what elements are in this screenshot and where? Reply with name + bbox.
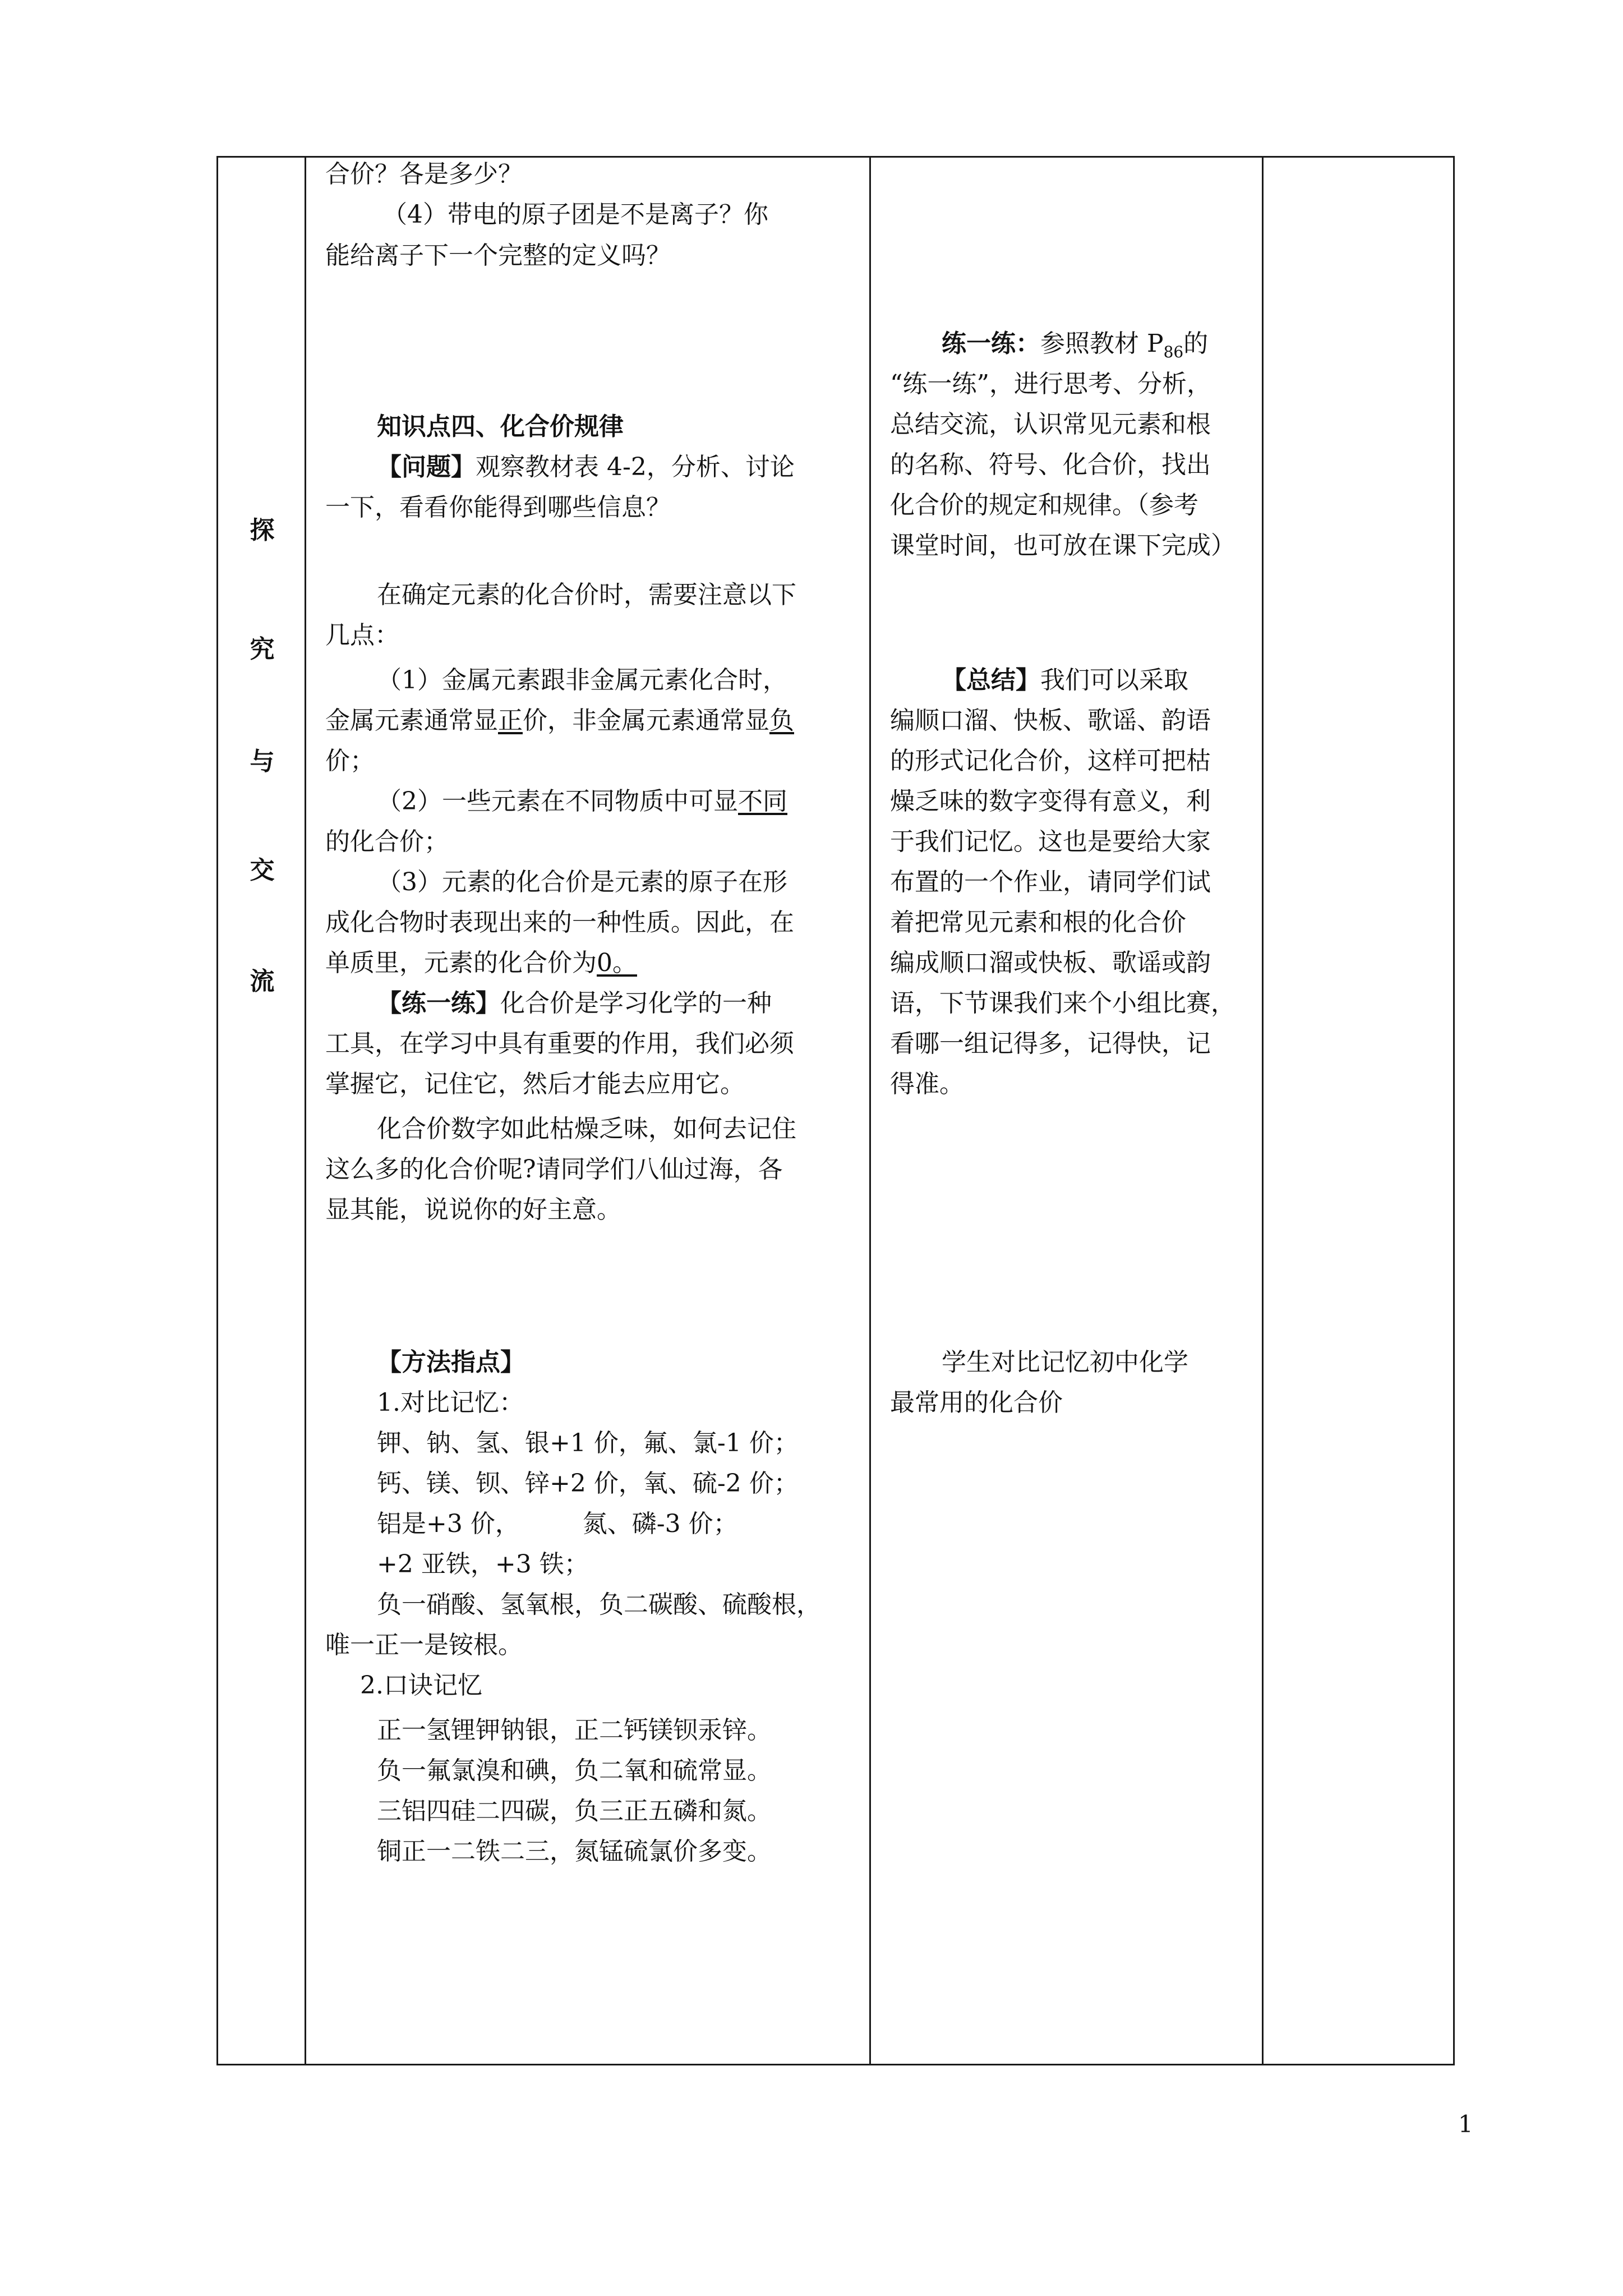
summary-line: 于我们记忆。这也是要给大家 — [890, 827, 1211, 856]
summary-line: 编成顺口溜或快板、歌谣或韵 — [890, 949, 1211, 977]
rule-3-line1: （3）元素的化合价是元素的原子在形 — [377, 868, 787, 896]
method-2-title: 2.口诀记忆 — [360, 1671, 482, 1700]
knowledge-point-4-title: 知识点四、化合价规律 — [377, 412, 624, 441]
summary-tag: 【总结】 — [942, 666, 1040, 694]
rule-1-line3: 价； — [325, 747, 375, 775]
summary-text: 我们可以采取 — [1040, 666, 1188, 694]
rhyme-line: 三铝四硅二四碳，负三正五磷和氮。 — [377, 1797, 772, 1825]
rule-1-blank-positive: 正 — [498, 706, 523, 735]
student-practice-text: 的 — [1183, 329, 1209, 358]
summary-line: 看哪一组记得多，记得快，记 — [890, 1029, 1211, 1058]
question-continuation: 合价？各是多少？ — [325, 160, 523, 188]
method-1-line: 钙、镁、钡、锌+2 价，氧、硫-2 价； — [377, 1469, 799, 1498]
student-practice-line: “练一练”，进行思考、分析， — [890, 370, 1211, 398]
rule-2-text: （2）一些元素在不同物质中可显 — [377, 787, 738, 816]
rule-3-text: 单质里，元素的化合价为 — [325, 949, 597, 977]
dry-line3: 显其能，说说你的好主意。 — [325, 1195, 621, 1224]
rule-2-blank: 不同 — [738, 787, 787, 816]
rule-3-line3 — [325, 946, 637, 980]
question-4-line1: （4）带电的原子团是不是离子？你 — [382, 200, 768, 229]
rule-3-line2: 成化合物时表现出来的一种性质。因此，在 — [325, 908, 794, 937]
summary-line: 的形式记化合价，这样可把枯 — [890, 747, 1211, 775]
rule-1-text: 价，非金属元素通常显 — [523, 706, 769, 735]
practice-line2: 工具，在学习中具有重要的作用，我们必须 — [325, 1029, 794, 1058]
summary-line1 — [942, 664, 1188, 697]
student-practice-text: 参照教材 P — [1040, 329, 1164, 358]
student-practice-label: 练一练： — [942, 329, 1040, 358]
note-line2: 几点： — [325, 621, 399, 650]
summary-line: 得准。 — [890, 1070, 964, 1098]
side-char: 究 — [250, 635, 275, 664]
side-char: 探 — [250, 516, 275, 545]
rhyme-line: 铜正一二铁二三，氮锰硫氯价多变。 — [377, 1837, 772, 1866]
question-4-line2: 能给离子下一个完整的定义吗？ — [325, 241, 671, 270]
problem-line1 — [377, 450, 795, 484]
method-title: 【方法指点】 — [377, 1348, 525, 1377]
student-activity-column — [871, 158, 1264, 2064]
practice-tag: 【练一练】 — [377, 989, 500, 1018]
method-1-line: +2 亚铁，+3 铁； — [377, 1550, 589, 1579]
rhyme-line: 正一氢锂钾钠银，正二钙镁钡汞锌。 — [377, 1716, 772, 1745]
method-1-last: 唯一正一是铵根。 — [325, 1631, 523, 1659]
practice-text: 化合价是学习化学的一种 — [500, 989, 772, 1018]
summary-line: 编顺口溜、快板、歌谣、韵语 — [890, 706, 1211, 735]
problem-tag: 【问题】 — [377, 453, 476, 481]
compare-line1: 学生对比记忆初中化学 — [942, 1348, 1188, 1377]
side-heading-column — [218, 158, 306, 2064]
rhyme-line: 负一氟氯溴和碘，负二氧和硫常显。 — [377, 1756, 772, 1785]
dry-line2: 这么多的化合价呢?请同学们八仙过海，各 — [325, 1155, 783, 1184]
student-practice-line: 化合价的规定和规律。（参考 — [890, 491, 1198, 519]
rule-1-line1: （1）金属元素跟非金属元素化合时， — [377, 666, 787, 694]
problem-line2: 一下，看看你能得到哪些信息？ — [325, 493, 671, 522]
student-practice-line: 的名称、符号、化合价，找出 — [890, 450, 1211, 479]
rule-1-line2 — [325, 704, 794, 738]
summary-line: 着把常见元素和根的化合价 — [890, 908, 1186, 937]
summary-line: 燥乏味的数字变得有意义，利 — [890, 787, 1211, 816]
practice-line1 — [377, 987, 772, 1020]
summary-line: 布置的一个作业，请同学们试 — [890, 868, 1211, 896]
rule-3-blank: 0。 — [597, 949, 637, 977]
teacher-content-column — [306, 158, 871, 2064]
note-line1: 在确定元素的化合价时，需要注意以下 — [377, 581, 796, 609]
method-1-title: 1.对比记忆： — [377, 1388, 524, 1417]
side-char: 流 — [250, 967, 275, 996]
rule-1-blank-negative: 负 — [769, 706, 794, 735]
compare-line2: 最常用的化合价 — [890, 1388, 1063, 1417]
dry-line1: 化合价数字如此枯燥乏味，如何去记住 — [377, 1115, 796, 1143]
side-char: 与 — [250, 747, 275, 776]
rule-1-text: 金属元素通常显 — [325, 706, 498, 735]
method-1-line: 负一硝酸、氢氧根，负二碳酸、硫酸根， — [377, 1590, 821, 1619]
problem-text: 观察教材表 4-2，分析、讨论 — [476, 453, 795, 481]
student-practice-line: 总结交流，认识常见元素和根 — [890, 410, 1211, 439]
rule-2-line2: 的化合价； — [325, 827, 449, 856]
student-practice-line: 课堂时间，也可放在课下完成） — [890, 531, 1235, 560]
remarks-column — [1264, 158, 1456, 2064]
side-char: 交 — [250, 856, 275, 885]
method-1-line: 铝是+3 价， 氮、磷-3 价； — [377, 1510, 738, 1538]
student-practice-line1 — [942, 327, 1208, 369]
page-number: 1 — [1458, 2110, 1473, 2138]
method-1-line: 钾、钠、氢、银+1 价，氟、氯-1 价； — [377, 1429, 799, 1457]
rule-2-line1 — [377, 785, 787, 818]
summary-line: 语，下节课我们来个小组比赛， — [890, 989, 1235, 1018]
page-ref-subscript: 86 — [1163, 342, 1184, 361]
lesson-table — [216, 156, 1455, 2065]
practice-line3: 掌握它，记住它，然后才能去应用它。 — [325, 1070, 745, 1098]
